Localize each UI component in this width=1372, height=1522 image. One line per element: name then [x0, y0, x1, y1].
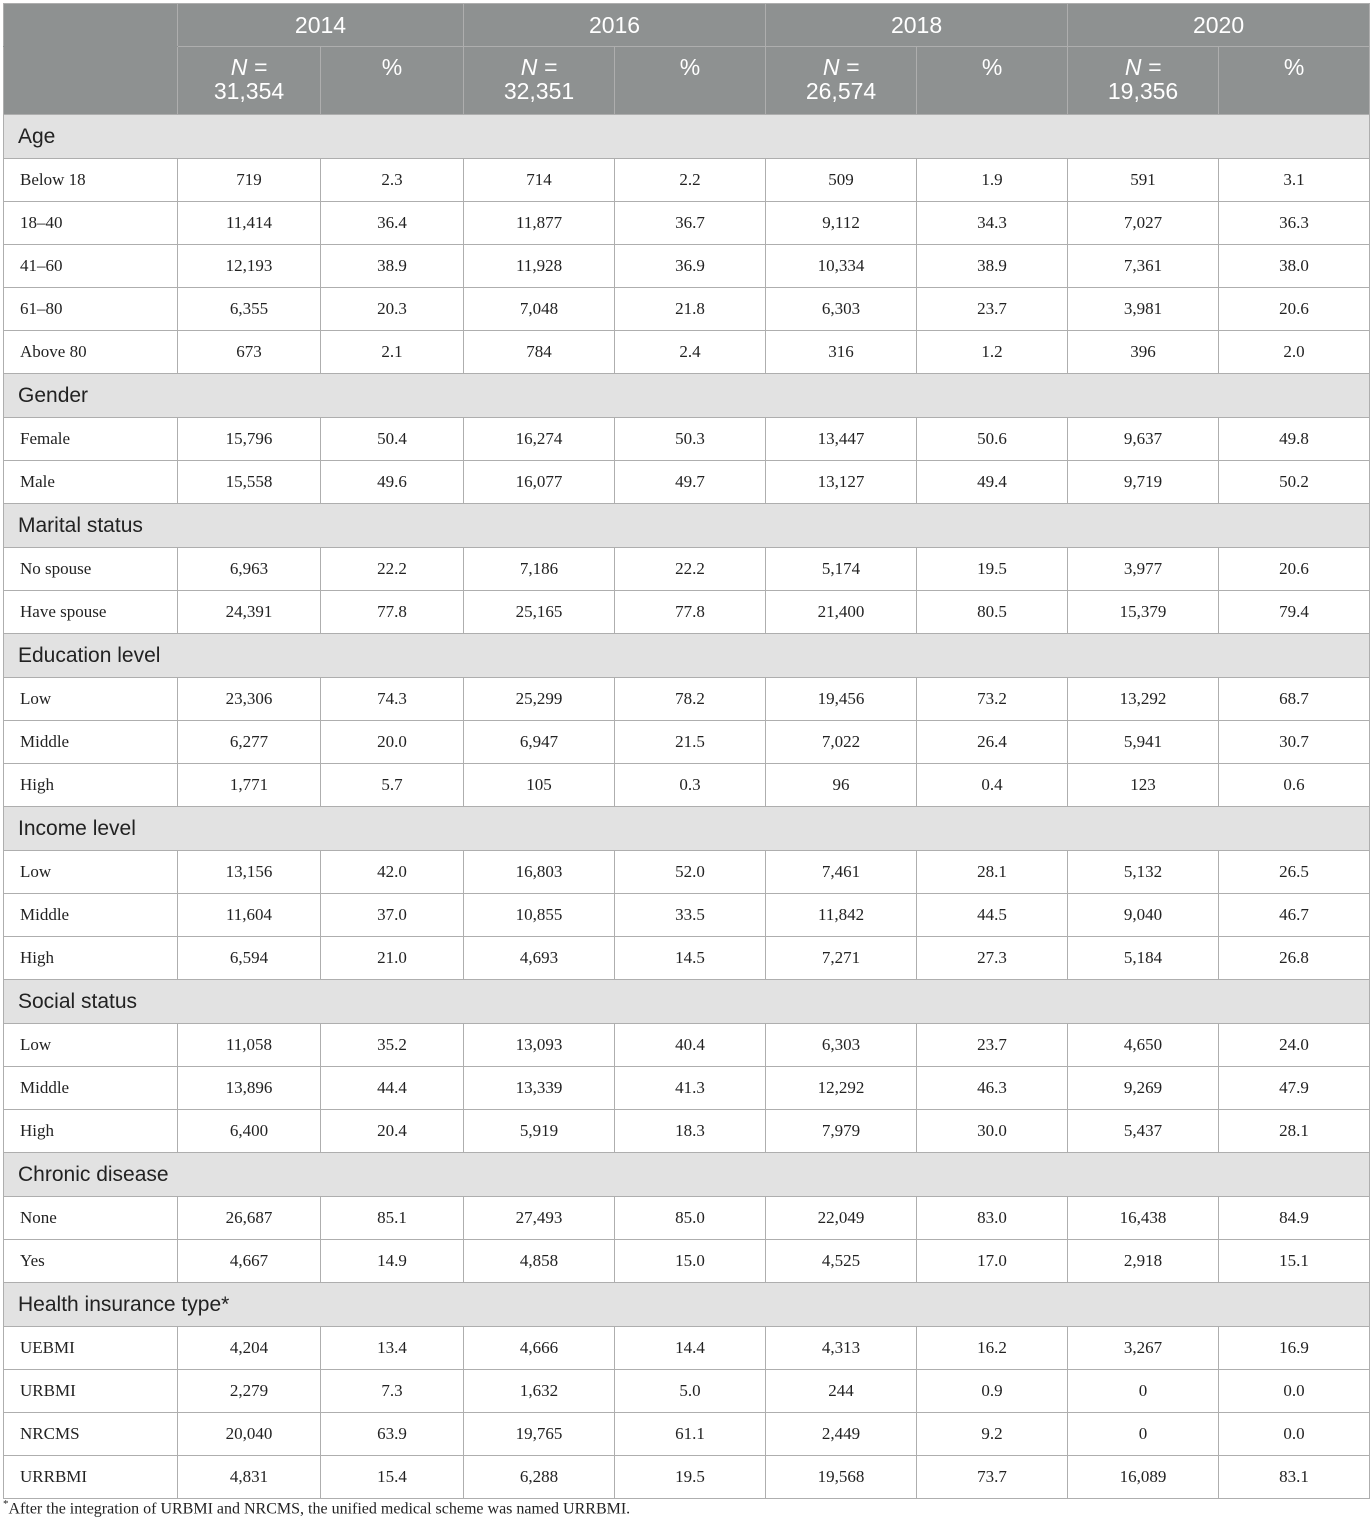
count-cell: 21,400 [766, 591, 917, 634]
percent-cell: 2.2 [615, 159, 766, 202]
count-cell: 25,165 [464, 591, 615, 634]
count-cell: 13,127 [766, 461, 917, 504]
count-cell: 6,288 [464, 1456, 615, 1499]
count-cell: 6,963 [178, 548, 321, 591]
percent-cell: 61.1 [615, 1413, 766, 1456]
header-corner-lower [4, 47, 178, 115]
count-cell: 16,077 [464, 461, 615, 504]
percent-cell: 26.8 [1219, 937, 1370, 980]
count-cell: 10,855 [464, 894, 615, 937]
section-header-row [4, 504, 1370, 548]
count-cell: 7,271 [766, 937, 917, 980]
count-cell: 25,299 [464, 678, 615, 721]
percent-cell: 36.4 [321, 202, 464, 245]
count-cell: 1,632 [464, 1370, 615, 1413]
percent-cell: 0.0 [1219, 1413, 1370, 1456]
percent-cell: 85.0 [615, 1197, 766, 1240]
header-pct: % [917, 47, 1068, 115]
count-cell: 11,604 [178, 894, 321, 937]
count-cell: 0 [1068, 1413, 1219, 1456]
count-cell: 105 [464, 764, 615, 807]
section-title: Marital status [4, 504, 1370, 548]
percent-cell: 52.0 [615, 851, 766, 894]
header-pct: % [615, 47, 766, 115]
section-title: Education level [4, 634, 1370, 678]
row-label: No spouse [4, 548, 178, 591]
row-label: Below 18 [4, 159, 178, 202]
table-row [4, 288, 1370, 331]
table-row [4, 1067, 1370, 1110]
count-cell: 4,313 [766, 1327, 917, 1370]
count-cell: 13,447 [766, 418, 917, 461]
n-value: 19,356 [1107, 78, 1179, 104]
row-label: NRCMS [4, 1413, 178, 1456]
count-cell: 4,667 [178, 1240, 321, 1283]
count-cell: 27,493 [464, 1197, 615, 1240]
count-cell: 7,022 [766, 721, 917, 764]
table-row [4, 591, 1370, 634]
count-cell: 673 [178, 331, 321, 374]
count-cell: 9,040 [1068, 894, 1219, 937]
percent-cell: 27.3 [917, 937, 1068, 980]
row-label: Low [4, 851, 178, 894]
percent-cell: 13.4 [321, 1327, 464, 1370]
count-cell: 6,303 [766, 1024, 917, 1067]
row-label: 18–40 [4, 202, 178, 245]
table-row [4, 1197, 1370, 1240]
header-year: 2014 [178, 4, 464, 47]
table-row [4, 331, 1370, 374]
table-row [4, 678, 1370, 721]
count-cell: 714 [464, 159, 615, 202]
count-cell: 5,919 [464, 1110, 615, 1153]
percent-cell: 37.0 [321, 894, 464, 937]
percent-cell: 28.1 [917, 851, 1068, 894]
percent-cell: 50.2 [1219, 461, 1370, 504]
count-cell: 15,558 [178, 461, 321, 504]
count-cell: 11,414 [178, 202, 321, 245]
n-value: 26,574 [805, 78, 877, 104]
row-label: High [4, 937, 178, 980]
section-title: Income level [4, 807, 1370, 851]
table-row [4, 1456, 1370, 1499]
table-row [4, 202, 1370, 245]
count-cell: 4,525 [766, 1240, 917, 1283]
row-label: 61–80 [4, 288, 178, 331]
count-cell: 11,842 [766, 894, 917, 937]
table-row [4, 548, 1370, 591]
header-year-row [4, 4, 1370, 47]
percent-cell: 74.3 [321, 678, 464, 721]
count-cell: 16,803 [464, 851, 615, 894]
percent-cell: 21.5 [615, 721, 766, 764]
table-row [4, 245, 1370, 288]
row-label: Male [4, 461, 178, 504]
n-label: N = [822, 54, 860, 80]
count-cell: 4,204 [178, 1327, 321, 1370]
percent-cell: 14.5 [615, 937, 766, 980]
table-row [4, 851, 1370, 894]
percent-cell: 63.9 [321, 1413, 464, 1456]
table-row [4, 764, 1370, 807]
percent-cell: 20.4 [321, 1110, 464, 1153]
section-header-row [4, 374, 1370, 418]
row-label: Have spouse [4, 591, 178, 634]
count-cell: 591 [1068, 159, 1219, 202]
percent-cell: 5.0 [615, 1370, 766, 1413]
count-cell: 5,437 [1068, 1110, 1219, 1153]
count-cell: 396 [1068, 331, 1219, 374]
table-row [4, 1413, 1370, 1456]
percent-cell: 14.9 [321, 1240, 464, 1283]
percent-cell: 36.9 [615, 245, 766, 288]
header-year: 2016 [464, 4, 766, 47]
percent-cell: 77.8 [615, 591, 766, 634]
percent-cell: 16.2 [917, 1327, 1068, 1370]
count-cell: 784 [464, 331, 615, 374]
header-pct: % [1219, 47, 1370, 115]
count-cell: 6,400 [178, 1110, 321, 1153]
n-label: N = [520, 54, 558, 80]
count-cell: 7,048 [464, 288, 615, 331]
count-cell: 9,112 [766, 202, 917, 245]
count-cell: 6,594 [178, 937, 321, 980]
percent-cell: 78.2 [615, 678, 766, 721]
header-n [1068, 47, 1219, 115]
count-cell: 5,184 [1068, 937, 1219, 980]
section-header-row [4, 807, 1370, 851]
count-cell: 10,334 [766, 245, 917, 288]
percent-cell: 23.7 [917, 288, 1068, 331]
percent-cell: 84.9 [1219, 1197, 1370, 1240]
count-cell: 5,174 [766, 548, 917, 591]
percent-cell: 38.9 [917, 245, 1068, 288]
n-label: N = [1124, 54, 1162, 80]
percent-cell: 19.5 [615, 1456, 766, 1499]
percent-cell: 49.4 [917, 461, 1068, 504]
percent-cell: 83.0 [917, 1197, 1068, 1240]
percent-cell: 85.1 [321, 1197, 464, 1240]
count-cell: 16,089 [1068, 1456, 1219, 1499]
percent-cell: 79.4 [1219, 591, 1370, 634]
row-label: Low [4, 678, 178, 721]
percent-cell: 47.9 [1219, 1067, 1370, 1110]
count-cell: 11,058 [178, 1024, 321, 1067]
table-row [4, 1327, 1370, 1370]
count-cell: 9,719 [1068, 461, 1219, 504]
percent-cell: 26.4 [917, 721, 1068, 764]
table-row [4, 418, 1370, 461]
percent-cell: 73.2 [917, 678, 1068, 721]
percent-cell: 9.2 [917, 1413, 1068, 1456]
table-body [4, 115, 1370, 1499]
table-row [4, 894, 1370, 937]
count-cell: 26,687 [178, 1197, 321, 1240]
section-title: Health insurance type* [4, 1283, 1370, 1327]
table-container [3, 3, 1369, 1499]
table-row [4, 159, 1370, 202]
percent-cell: 1.9 [917, 159, 1068, 202]
percent-cell: 36.7 [615, 202, 766, 245]
percent-cell: 34.3 [917, 202, 1068, 245]
percent-cell: 3.1 [1219, 159, 1370, 202]
percent-cell: 21.0 [321, 937, 464, 980]
count-cell: 244 [766, 1370, 917, 1413]
count-cell: 2,449 [766, 1413, 917, 1456]
section-header-row [4, 1283, 1370, 1327]
percent-cell: 46.3 [917, 1067, 1068, 1110]
percent-cell: 44.4 [321, 1067, 464, 1110]
row-label: URRBMI [4, 1456, 178, 1499]
count-cell: 7,361 [1068, 245, 1219, 288]
count-cell: 3,977 [1068, 548, 1219, 591]
percent-cell: 14.4 [615, 1327, 766, 1370]
percent-cell: 0.3 [615, 764, 766, 807]
table-row [4, 1024, 1370, 1067]
percent-cell: 49.6 [321, 461, 464, 504]
count-cell: 509 [766, 159, 917, 202]
count-cell: 13,339 [464, 1067, 615, 1110]
percent-cell: 83.1 [1219, 1456, 1370, 1499]
count-cell: 316 [766, 331, 917, 374]
count-cell: 123 [1068, 764, 1219, 807]
section-title: Chronic disease [4, 1153, 1370, 1197]
percent-cell: 36.3 [1219, 202, 1370, 245]
percent-cell: 0.0 [1219, 1370, 1370, 1413]
count-cell: 719 [178, 159, 321, 202]
percent-cell: 20.6 [1219, 548, 1370, 591]
percent-cell: 68.7 [1219, 678, 1370, 721]
count-cell: 4,650 [1068, 1024, 1219, 1067]
footnote-marker: * [3, 1498, 9, 1510]
count-cell: 4,858 [464, 1240, 615, 1283]
percent-cell: 38.0 [1219, 245, 1370, 288]
n-value: 31,354 [213, 78, 285, 104]
count-cell: 16,274 [464, 418, 615, 461]
percent-cell: 15.4 [321, 1456, 464, 1499]
table-row [4, 1110, 1370, 1153]
count-cell: 16,438 [1068, 1197, 1219, 1240]
count-cell: 13,156 [178, 851, 321, 894]
percent-cell: 20.6 [1219, 288, 1370, 331]
table-row [4, 721, 1370, 764]
header-n [766, 47, 917, 115]
percent-cell: 0.6 [1219, 764, 1370, 807]
count-cell: 6,277 [178, 721, 321, 764]
percent-cell: 2.3 [321, 159, 464, 202]
count-cell: 19,765 [464, 1413, 615, 1456]
count-cell: 12,193 [178, 245, 321, 288]
header-pct: % [321, 47, 464, 115]
count-cell: 4,666 [464, 1327, 615, 1370]
percent-cell: 0.4 [917, 764, 1068, 807]
count-cell: 7,027 [1068, 202, 1219, 245]
table-row [4, 937, 1370, 980]
count-cell: 24,391 [178, 591, 321, 634]
count-cell: 7,979 [766, 1110, 917, 1153]
percent-cell: 22.2 [615, 548, 766, 591]
row-label: URBMI [4, 1370, 178, 1413]
percent-cell: 50.4 [321, 418, 464, 461]
percent-cell: 17.0 [917, 1240, 1068, 1283]
percent-cell: 21.8 [615, 288, 766, 331]
table-row [4, 1370, 1370, 1413]
percent-cell: 23.7 [917, 1024, 1068, 1067]
section-title: Age [4, 115, 1370, 159]
row-label: High [4, 764, 178, 807]
demographics-table [3, 3, 1370, 1499]
count-cell: 3,267 [1068, 1327, 1219, 1370]
percent-cell: 18.3 [615, 1110, 766, 1153]
percent-cell: 2.1 [321, 331, 464, 374]
percent-cell: 0.9 [917, 1370, 1068, 1413]
count-cell: 15,379 [1068, 591, 1219, 634]
percent-cell: 28.1 [1219, 1110, 1370, 1153]
header-year: 2018 [766, 4, 1068, 47]
row-label: None [4, 1197, 178, 1240]
count-cell: 9,269 [1068, 1067, 1219, 1110]
percent-cell: 30.0 [917, 1110, 1068, 1153]
row-label: Low [4, 1024, 178, 1067]
footnote-text: After the integration of URBMI and NRCMS, the unified medical scheme was named URRBMI. [8, 1500, 631, 1518]
percent-cell: 20.3 [321, 288, 464, 331]
table-row [4, 1240, 1370, 1283]
percent-cell: 24.0 [1219, 1024, 1370, 1067]
count-cell: 96 [766, 764, 917, 807]
header-n [464, 47, 615, 115]
header-year: 2020 [1068, 4, 1370, 47]
count-cell: 1,771 [178, 764, 321, 807]
count-cell: 19,568 [766, 1456, 917, 1499]
row-label: 41–60 [4, 245, 178, 288]
percent-cell: 44.5 [917, 894, 1068, 937]
percent-cell: 15.0 [615, 1240, 766, 1283]
percent-cell: 33.5 [615, 894, 766, 937]
section-header-row [4, 115, 1370, 159]
section-title: Social status [4, 980, 1370, 1024]
count-cell: 2,279 [178, 1370, 321, 1413]
percent-cell: 50.6 [917, 418, 1068, 461]
count-cell: 2,918 [1068, 1240, 1219, 1283]
percent-cell: 73.7 [917, 1456, 1068, 1499]
percent-cell: 35.2 [321, 1024, 464, 1067]
count-cell: 19,456 [766, 678, 917, 721]
row-label: Middle [4, 894, 178, 937]
percent-cell: 2.0 [1219, 331, 1370, 374]
percent-cell: 42.0 [321, 851, 464, 894]
count-cell: 22,049 [766, 1197, 917, 1240]
percent-cell: 77.8 [321, 591, 464, 634]
row-label: High [4, 1110, 178, 1153]
count-cell: 6,947 [464, 721, 615, 764]
percent-cell: 38.9 [321, 245, 464, 288]
count-cell: 7,186 [464, 548, 615, 591]
n-value: 32,351 [503, 78, 575, 104]
percent-cell: 2.4 [615, 331, 766, 374]
percent-cell: 1.2 [917, 331, 1068, 374]
table-header [4, 4, 1370, 115]
count-cell: 23,306 [178, 678, 321, 721]
percent-cell: 7.3 [321, 1370, 464, 1413]
count-cell: 5,941 [1068, 721, 1219, 764]
section-header-row [4, 1153, 1370, 1197]
percent-cell: 15.1 [1219, 1240, 1370, 1283]
percent-cell: 41.3 [615, 1067, 766, 1110]
table-row [4, 461, 1370, 504]
count-cell: 4,831 [178, 1456, 321, 1499]
percent-cell: 26.5 [1219, 851, 1370, 894]
percent-cell: 50.3 [615, 418, 766, 461]
count-cell: 11,928 [464, 245, 615, 288]
section-header-row [4, 634, 1370, 678]
count-cell: 12,292 [766, 1067, 917, 1110]
row-label: Female [4, 418, 178, 461]
row-label: Above 80 [4, 331, 178, 374]
count-cell: 6,303 [766, 288, 917, 331]
percent-cell: 30.7 [1219, 721, 1370, 764]
percent-cell: 80.5 [917, 591, 1068, 634]
row-label: Yes [4, 1240, 178, 1283]
header-n-row [4, 47, 1370, 115]
percent-cell: 40.4 [615, 1024, 766, 1067]
row-label: Middle [4, 1067, 178, 1110]
count-cell: 13,292 [1068, 678, 1219, 721]
percent-cell: 46.7 [1219, 894, 1370, 937]
count-cell: 13,896 [178, 1067, 321, 1110]
count-cell: 11,877 [464, 202, 615, 245]
n-label: N = [230, 54, 268, 80]
footnote [3, 1498, 630, 1518]
percent-cell: 22.2 [321, 548, 464, 591]
count-cell: 13,093 [464, 1024, 615, 1067]
header-corner [4, 4, 178, 47]
count-cell: 5,132 [1068, 851, 1219, 894]
percent-cell: 49.7 [615, 461, 766, 504]
section-header-row [4, 980, 1370, 1024]
count-cell: 7,461 [766, 851, 917, 894]
row-label: Middle [4, 721, 178, 764]
percent-cell: 19.5 [917, 548, 1068, 591]
section-title: Gender [4, 374, 1370, 418]
count-cell: 4,693 [464, 937, 615, 980]
count-cell: 9,637 [1068, 418, 1219, 461]
row-label: UEBMI [4, 1327, 178, 1370]
percent-cell: 16.9 [1219, 1327, 1370, 1370]
count-cell: 0 [1068, 1370, 1219, 1413]
percent-cell: 20.0 [321, 721, 464, 764]
count-cell: 3,981 [1068, 288, 1219, 331]
percent-cell: 5.7 [321, 764, 464, 807]
header-n [178, 47, 321, 115]
percent-cell: 49.8 [1219, 418, 1370, 461]
count-cell: 20,040 [178, 1413, 321, 1456]
count-cell: 6,355 [178, 288, 321, 331]
count-cell: 15,796 [178, 418, 321, 461]
